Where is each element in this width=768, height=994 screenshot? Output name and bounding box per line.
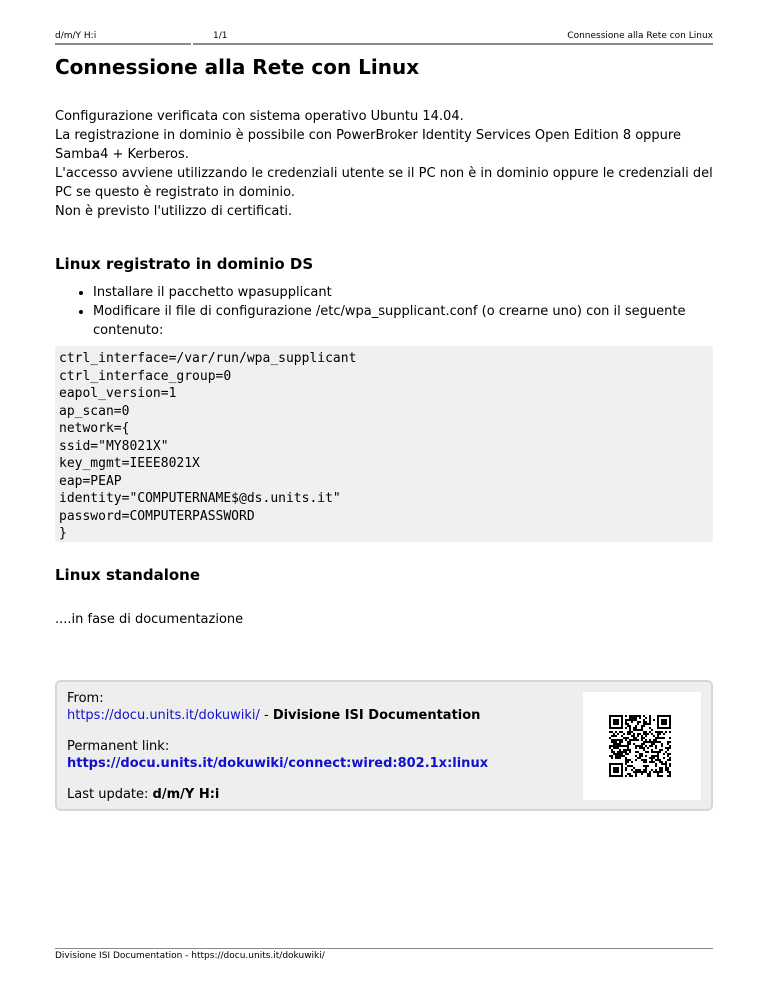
standalone-text: ....in fase di documentazione — [55, 612, 244, 627]
list-item: • Installare il pacchetto wpasupplicant — [93, 283, 695, 302]
code-line: ap_scan=0 — [59, 403, 130, 419]
permalink-line — [67, 755, 488, 772]
permalink-link[interactable]: https://docu.units.it/dokuwiki/connect:wired:802.1x:linux — [67, 756, 489, 771]
info-text — [67, 690, 488, 803]
code-line: ctrl_interface_group=0 — [59, 368, 232, 384]
intro-line: Configurazione verificata con sistema operativo Ubuntu 14.04. — [55, 109, 464, 124]
header-doc-title: Connessione alla Rete con Linux — [567, 31, 713, 41]
code-line: eap=PEAP — [59, 473, 122, 489]
code-line: key_mgmt=IEEE8021X — [59, 456, 200, 471]
last-update-label: Last update: — [67, 787, 153, 802]
last-update-line — [67, 786, 488, 803]
header-divider-gap — [191, 42, 193, 46]
code-line: ctrl_interface=/var/run/wpa_supplicant — [59, 351, 357, 366]
code-line: network={ — [59, 421, 130, 436]
code-line: password=COMPUTERPASSWORD — [59, 508, 255, 524]
header-page-number: 1/1 — [213, 31, 228, 41]
code-line: } — [59, 526, 67, 541]
ds-steps-list — [55, 283, 695, 340]
page-footer: Divisione ISI Documentation - https://docu.units.it/dokuwiki/ — [55, 951, 325, 961]
from-url-link[interactable]: https://docu.units.it/dokuwiki/ — [67, 708, 260, 723]
from-site-name: Divisione ISI Documentation — [272, 708, 481, 723]
header-divider — [55, 43, 713, 45]
code-line: ssid="MY8021X" — [59, 438, 169, 454]
section-heading-ds: Linux registrato in dominio DS — [55, 255, 314, 273]
from-separator: - — [259, 708, 273, 723]
qr-code — [583, 692, 701, 800]
code-line: eapol_version=1 — [59, 386, 177, 401]
intro-paragraph — [55, 107, 715, 221]
intro-line: Samba4 + Kerberos. — [55, 147, 189, 162]
from-line — [67, 707, 488, 724]
section-heading-standalone: Linux standalone — [55, 566, 201, 584]
code-block — [55, 346, 713, 542]
code-line: identity="COMPUTERNAME$@ds.units.it" — [59, 491, 341, 506]
from-label: From: — [67, 691, 104, 706]
page-title: Connessione alla Rete con Linux — [55, 55, 420, 79]
header-date: d/m/Y H:i — [55, 31, 97, 41]
last-update-value: d/m/Y H:i — [152, 787, 220, 802]
permalink-label: Permanent link: — [67, 739, 170, 754]
list-item: • Modificare il file di configurazione /etc/wpa_supplicant.conf (o crearne uno) con il seguente contenuto: — [93, 302, 695, 340]
intro-line: L'accesso avviene utilizzando le credenziali utente se il PC non è in dominio oppure le credenziali del — [55, 166, 713, 181]
intro-line: La registrazione in dominio è possibile con PowerBroker Identity Services Open Edition 8 oppure — [55, 128, 681, 143]
intro-line: Non è previsto l'utilizzo di certificati. — [55, 204, 293, 219]
intro-line: PC se questo è registrato in dominio. — [55, 185, 295, 200]
document-info-box — [55, 680, 713, 811]
footer-divider — [55, 948, 713, 949]
qr-code-icon — [609, 715, 673, 777]
